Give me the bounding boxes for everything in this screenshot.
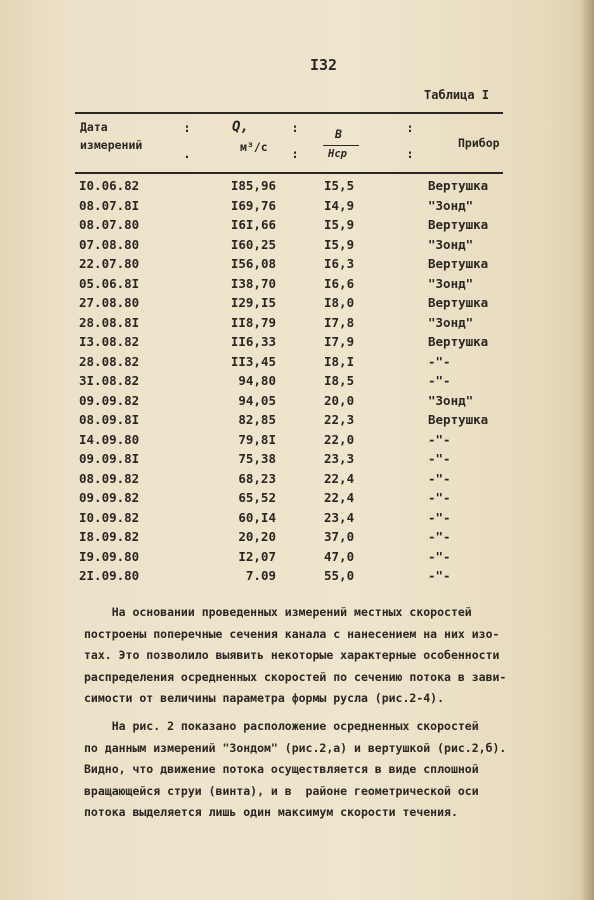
ratio-cell: I6,3: [324, 256, 355, 271]
discharge-cell: I2,07: [238, 548, 276, 564]
table-header-rule: [75, 172, 503, 174]
text-line: построены поперечные сечения канала с нанесением на них изо-: [84, 626, 500, 641]
date-cell: 08.09.8I: [79, 412, 140, 427]
device-cell: "Зонд": [428, 236, 474, 252]
device-cell: -"-: [428, 431, 451, 447]
ratio-cell: 22,0: [324, 431, 355, 447]
ratio-cell: I8,5: [324, 373, 355, 388]
device-cell: -"-: [428, 470, 451, 486]
date-cell: 27.08.80: [79, 295, 140, 310]
table-row: [0, 566, 594, 585]
column-separator: :: [291, 147, 299, 161]
device-cell: "Зонд": [428, 197, 474, 213]
device-cell: -"-: [428, 490, 451, 505]
ratio-cell: I6,6: [324, 275, 355, 291]
ratio-cell: 20,0: [324, 392, 355, 408]
text-line: симости от величины параметра формы русла (рис.2-4).: [84, 691, 445, 705]
text-line: по данным измерений "Зондом" (рис.2,а) и вертушкой (рис.2,б).: [84, 740, 507, 755]
text-line: На основании проведенных измерений местных скоростей: [84, 605, 472, 619]
date-cell: I3.08.82: [79, 334, 140, 349]
date-cell: 08.09.82: [79, 470, 140, 486]
header-device: Прибор: [458, 136, 500, 150]
ratio-cell: I8,I: [324, 353, 355, 369]
discharge-cell: II6,33: [230, 334, 276, 349]
table-row: [0, 196, 594, 215]
date-cell: I4.09.80: [79, 431, 140, 447]
table-row: [0, 274, 594, 293]
date-cell: I9.09.80: [79, 548, 140, 564]
table-row: [0, 410, 594, 429]
ratio-cell: I5,5: [324, 178, 355, 193]
date-cell: 08.07.80: [79, 217, 140, 232]
date-cell: 09.09.82: [79, 490, 140, 505]
device-cell: Вертушка: [428, 334, 489, 349]
table-row: [0, 488, 594, 507]
table-row: [0, 215, 594, 234]
ratio-cell: 22,4: [324, 490, 355, 505]
date-cell: 07.08.80: [79, 236, 140, 252]
text-line: На рис. 2 показано расположение осредненных скоростей: [84, 719, 479, 733]
discharge-cell: I85,96: [230, 178, 276, 193]
text-line: Видно, что движение потока осуществляется в виде сплошной: [84, 762, 479, 776]
date-cell: I0.09.82: [79, 509, 140, 525]
table-row: [0, 469, 594, 488]
ratio-cell: 47,0: [324, 548, 355, 564]
device-cell: -"-: [428, 451, 451, 466]
discharge-cell: I69,76: [230, 197, 276, 213]
table-row: [0, 449, 594, 468]
discharge-cell: I6I,66: [230, 217, 276, 232]
table-row: [0, 352, 594, 371]
page-number: I32: [310, 56, 338, 74]
table-row: [0, 313, 594, 332]
table-row: [0, 527, 594, 546]
discharge-cell: 60,I4: [238, 509, 276, 525]
device-cell: -"-: [428, 529, 451, 544]
device-cell: Вертушка: [428, 217, 489, 232]
ratio-cell: 22,4: [324, 470, 355, 486]
ratio-cell: I7,9: [324, 334, 355, 349]
column-separator: :: [183, 121, 191, 135]
discharge-cell: 20,20: [238, 529, 276, 544]
table-row: [0, 332, 594, 351]
text-line: вращающейся струи (винта), и в районе геометрической оси: [84, 783, 479, 798]
ratio-cell: 55,0: [324, 568, 355, 583]
header-date-line1: Дата: [80, 120, 108, 134]
text-line: тах. Это позволило выявить некоторые характерные особенности: [84, 648, 500, 662]
device-cell: "Зонд": [428, 275, 474, 291]
table-row: [0, 176, 594, 195]
table-title: Таблица I: [424, 88, 490, 102]
discharge-cell: 75,38: [238, 451, 276, 466]
table-row: [0, 430, 594, 449]
discharge-cell: 7.09: [245, 568, 276, 583]
date-cell: 08.07.8I: [79, 197, 140, 213]
discharge-cell: I29,I5: [230, 295, 276, 310]
date-cell: 3I.08.82: [79, 373, 140, 388]
discharge-cell: 79,8I: [238, 431, 276, 447]
device-cell: -"-: [428, 373, 451, 388]
ratio-cell: 23,3: [324, 451, 355, 466]
device-cell: "Зонд": [428, 314, 474, 330]
ratio-cell: I4,9: [324, 197, 355, 213]
column-separator: :: [291, 121, 299, 135]
ratio-cell: I5,9: [324, 236, 355, 252]
device-cell: Вертушка: [428, 256, 489, 271]
device-cell: -"-: [428, 353, 451, 369]
date-cell: 22.07.80: [79, 256, 140, 271]
column-separator: .: [183, 147, 191, 161]
header-discharge-unit: м³/с: [240, 140, 268, 154]
ratio-cell: 37,0: [324, 529, 355, 544]
date-cell: 28.08.8I: [79, 314, 140, 330]
table-top-rule: [75, 112, 503, 114]
table-row: [0, 235, 594, 254]
discharge-cell: 65,52: [238, 490, 276, 505]
ratio-cell: I8,0: [324, 295, 355, 310]
discharge-cell: 82,85: [238, 412, 276, 427]
table-row: [0, 371, 594, 390]
ratio-cell: 22,3: [324, 412, 355, 427]
header-ratio-numerator: B: [335, 127, 342, 141]
discharge-cell: II8,79: [230, 314, 276, 330]
discharge-cell: 94,80: [238, 373, 276, 388]
device-cell: Вертушка: [428, 178, 489, 193]
discharge-cell: II3,45: [230, 353, 276, 369]
date-cell: 2I.09.80: [79, 568, 140, 583]
discharge-cell: 94,05: [238, 392, 276, 408]
date-cell: I0.06.82: [79, 178, 140, 193]
table-row: [0, 254, 594, 273]
text-line: потока выделяется лишь один максимум скорости течения.: [84, 805, 458, 819]
discharge-cell: I56,08: [230, 256, 276, 271]
date-cell: 05.06.8I: [79, 275, 140, 291]
ratio-cell: I7,8: [324, 314, 355, 330]
header-date-line2: измерений: [80, 138, 143, 152]
date-cell: I8.09.82: [79, 529, 140, 544]
device-cell: Вертушка: [428, 295, 489, 310]
table-row: [0, 547, 594, 566]
date-cell: 09.09.8I: [79, 451, 140, 466]
header-ratio-denominator: Hср: [328, 148, 347, 160]
column-separator: :: [406, 147, 414, 161]
ratio-cell: 23,4: [324, 509, 355, 525]
discharge-cell: I38,70: [230, 275, 276, 291]
column-separator: :: [406, 121, 414, 135]
text-line: распределения осредненных скоростей по сечению потока в зави-: [84, 669, 507, 684]
header-discharge-symbol: Q,: [232, 119, 249, 135]
discharge-cell: 68,23: [238, 470, 276, 486]
date-cell: 09.09.82: [79, 392, 140, 408]
table-row: [0, 508, 594, 527]
device-cell: -"-: [428, 548, 451, 564]
device-cell: "Зонд": [428, 392, 474, 408]
table-row: [0, 391, 594, 410]
device-cell: -"-: [428, 568, 451, 583]
device-cell: -"-: [428, 509, 451, 525]
table-row: [0, 293, 594, 312]
ratio-cell: I5,9: [324, 217, 355, 232]
discharge-cell: I60,25: [230, 236, 276, 252]
date-cell: 28.08.82: [79, 353, 140, 369]
device-cell: Вертушка: [428, 412, 489, 427]
